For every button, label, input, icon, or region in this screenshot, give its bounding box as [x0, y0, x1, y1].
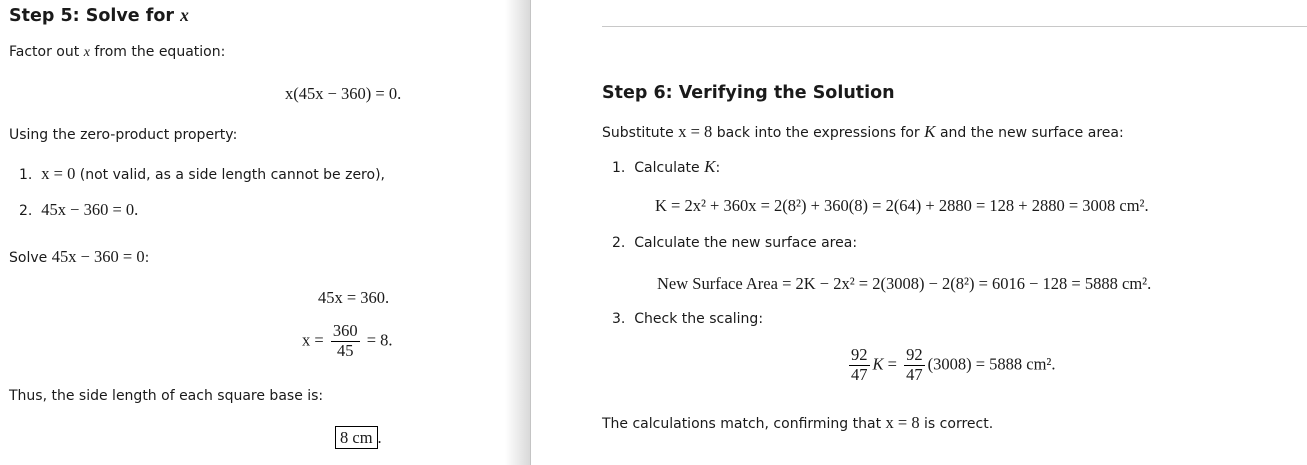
list-item: 1. Calculate K: — [612, 157, 721, 176]
horizontal-divider — [602, 26, 1307, 27]
thus-text: Thus, the side length of each square base is: — [9, 388, 324, 404]
boxed-answer: 8 cm . — [335, 428, 382, 448]
list-item: 2. 45x − 360 = 0. — [19, 200, 139, 219]
equation-surface-area: New Surface Area = 2K − 2x² = 2(3008) − 2(8²) = 6016 − 128 = 5888 cm². — [657, 274, 1152, 293]
list-item: 3. Check the scaling: — [612, 311, 764, 327]
left-page — [0, 0, 505, 465]
step5-heading: Step 5: Solve for x — [9, 5, 189, 26]
equation-k: K = 2x² + 360x = 2(8²) + 360(8) = 2(64) + 2880 = 128 + 2880 = 3008 cm². — [655, 196, 1149, 215]
list-item: 2. Calculate the new surface area: — [612, 235, 858, 251]
page-gutter — [505, 0, 531, 465]
factor-text: Factor out x from the equation: — [9, 44, 226, 60]
list-item: 1. x = 0 (not valid, as a side length cannot be zero), — [19, 164, 385, 183]
solve-text: Solve 45x − 360 = 0: — [9, 247, 150, 266]
right-page — [531, 0, 1307, 465]
equation-scaling: $\frac{92}{47}$ K = $\frac{92}{47}$ (3008) = 5888 cm². — [851, 345, 1056, 384]
conclusion-text: The calculations match, confirming that x = 8 is correct. — [602, 413, 994, 432]
equation-factored: x(45x − 360) = 0. — [285, 84, 402, 103]
step6-heading: Step 6: Verifying the Solution — [602, 83, 895, 103]
equation-step1: 45x = 360. — [318, 288, 390, 307]
zero-product-text: Using the zero-product property: — [9, 127, 238, 143]
substitute-text: Substitute x = 8 back into the expressions for K and the new surface area: — [602, 122, 1124, 141]
equation-step2: x = $\frac{360}{45}$ = 8. — [302, 321, 393, 360]
